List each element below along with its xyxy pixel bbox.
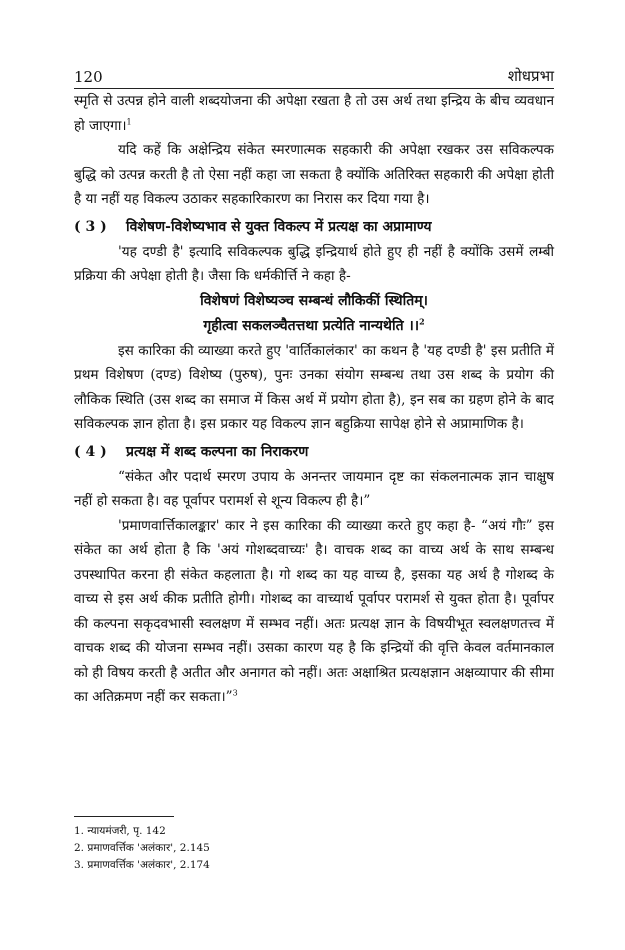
- footnote-rule: [74, 816, 174, 817]
- section-number-4: ( 4 ): [74, 443, 107, 460]
- footnote-1: 1. न्यायमंजरी, पृ. 142: [74, 825, 166, 837]
- running-header: [74, 62, 554, 89]
- footnote-ref-2: 2: [419, 315, 425, 326]
- paragraph-5: “संकेत और पदार्थ स्मरण उपाय के अनन्तर जायमान दृष्ट का संकलनात्मक ज्ञान चाक्षुष नहीं हो सकता है। वह पूर्वापर परामर्श से शून्य विकल्प ही है।”: [74, 468, 554, 509]
- section-title-3: विशेषण-विशेष्यभाव से युक्त विकल्प में प्रत्यक्ष का अप्रामाण्य: [126, 218, 432, 235]
- section-heading-4: [74, 439, 554, 465]
- paragraph-1: [74, 89, 554, 138]
- footnote-ref-1: 1: [126, 116, 132, 126]
- paragraph-2: यदि कहें कि अक्षेन्द्रिय संकेत स्मरणात्मक सहकारी की अपेक्षा रखकर उस सविकल्पक बुद्धि को उत्पन्न करती है तो ऐसा नहीं कहा जा सकता है क्योंकि अतिरिक्त सहकारी की अपेक्षा होती है या नहीं यह विकल्प उठाकर सहकारिकारण का निरास कर दिया गया है।: [74, 142, 554, 207]
- page-number: 120: [74, 68, 103, 86]
- section-heading-3: [74, 214, 554, 240]
- verse-line-2: [74, 314, 554, 339]
- footnotes: [74, 816, 554, 874]
- page-content: [74, 62, 554, 710]
- section-title-4: प्रत्यक्ष में शब्द कल्पना का निराकरण: [126, 443, 309, 460]
- footnote-ref-3: 3: [232, 688, 238, 698]
- verse-line-2-text: गृहीत्वा सकलञ्चैतत्तथा प्रत्येति नान्यथेति ।।: [203, 317, 420, 334]
- paragraph-3: 'यह दण्डी है' इत्यादि सविकल्पक बुद्धि इन्द्रियार्थ होते हुए ही नहीं है क्योंकि उसमें लम्बी प्रक्रिया की अपेक्षा होती है। जैसा कि धर्मकीर्त्ति ने कहा है-: [74, 243, 554, 284]
- section-number-3: ( 3 ): [74, 218, 107, 235]
- footnote-2: 2. प्रमाणवर्त्तिक 'अलंकार', 2.145: [74, 842, 210, 854]
- paragraph-1-text: स्मृति से उत्पन्न होने वाली शब्दयोजना की अपेक्षा रखता है तो उस अर्थ तथा इन्द्रिय के बीच व्यवधान हो जाएगा।: [74, 93, 554, 134]
- journal-title: शोधप्रभा: [507, 67, 554, 85]
- footnote-3: 3. प्रमाणवर्त्तिक 'अलंकार', 2.174: [74, 859, 210, 871]
- paragraph-6-text: 'प्रमाणवार्त्तिकालङ्कार' कार ने इस कारिका की व्याख्या करते हुए कहा है- “अयं गौः” इस संकेत का अर्थ होता है कि 'अयं गोशब्दवाच्यः' है। वाचक शब्द का वाच्य अर्थ के साथ सम्बन्ध उपस्थापित करना ही संकेत कहलाता है। गो शब्द का यह वाच्य है, इसका यह अर्थ है गोशब्द के वाच्य से इस अर्थ कीक प्रतीति होगी। गोशब्द का वाच्यार्थ पूर्वापर परामर्श से युक्त होता है। पूर्वापर की कल्पना सकृदवभासी स्वलक्षण में सम्भव नहीं। अतः प्रत्यक्ष ज्ञान के विषयीभूत स्वलक्षणतत्त्व में वाचक शब्द की योजना सम्भव नहीं। उसका कारण यह है कि इन्द्रियों की वृत्ति केवल वर्तमानकाल को ही विषय करती है अतीत और अनागत को नहीं। अतः अक्षाश्रित प्रत्यक्षज्ञान अक्षव्यापार की सीमा का अतिक्रमण नहीं कर सकता।”: [74, 517, 554, 705]
- verse-line-1: विशेषणं विशेष्यञ्च सम्बन्धं लौकिकीं स्थितिम्।: [200, 292, 428, 309]
- paragraph-4: इस कारिका की व्याख्या करते हुए 'वार्तिकालंकार' का कथन है 'यह दण्डी है' इस प्रतीति में प्रथम विशेषण (दण्ड) विशेष्य (पुरुष), पुनः उनका संयोग सम्बन्ध तथा उस शब्द के प्रयोग की लौकिक स्थिति (उस शब्द का समाज में किस अर्थ में प्रयोग होता है), इन सब का ग्रहण होने के बाद सविकल्पक ज्ञान होता है। इस प्रकार यह विकल्प ज्ञान बहुक्रिया सापेक्ष होने से अप्रामाणिक है।: [74, 342, 554, 432]
- paragraph-6: [74, 514, 554, 710]
- body-text: [74, 89, 554, 710]
